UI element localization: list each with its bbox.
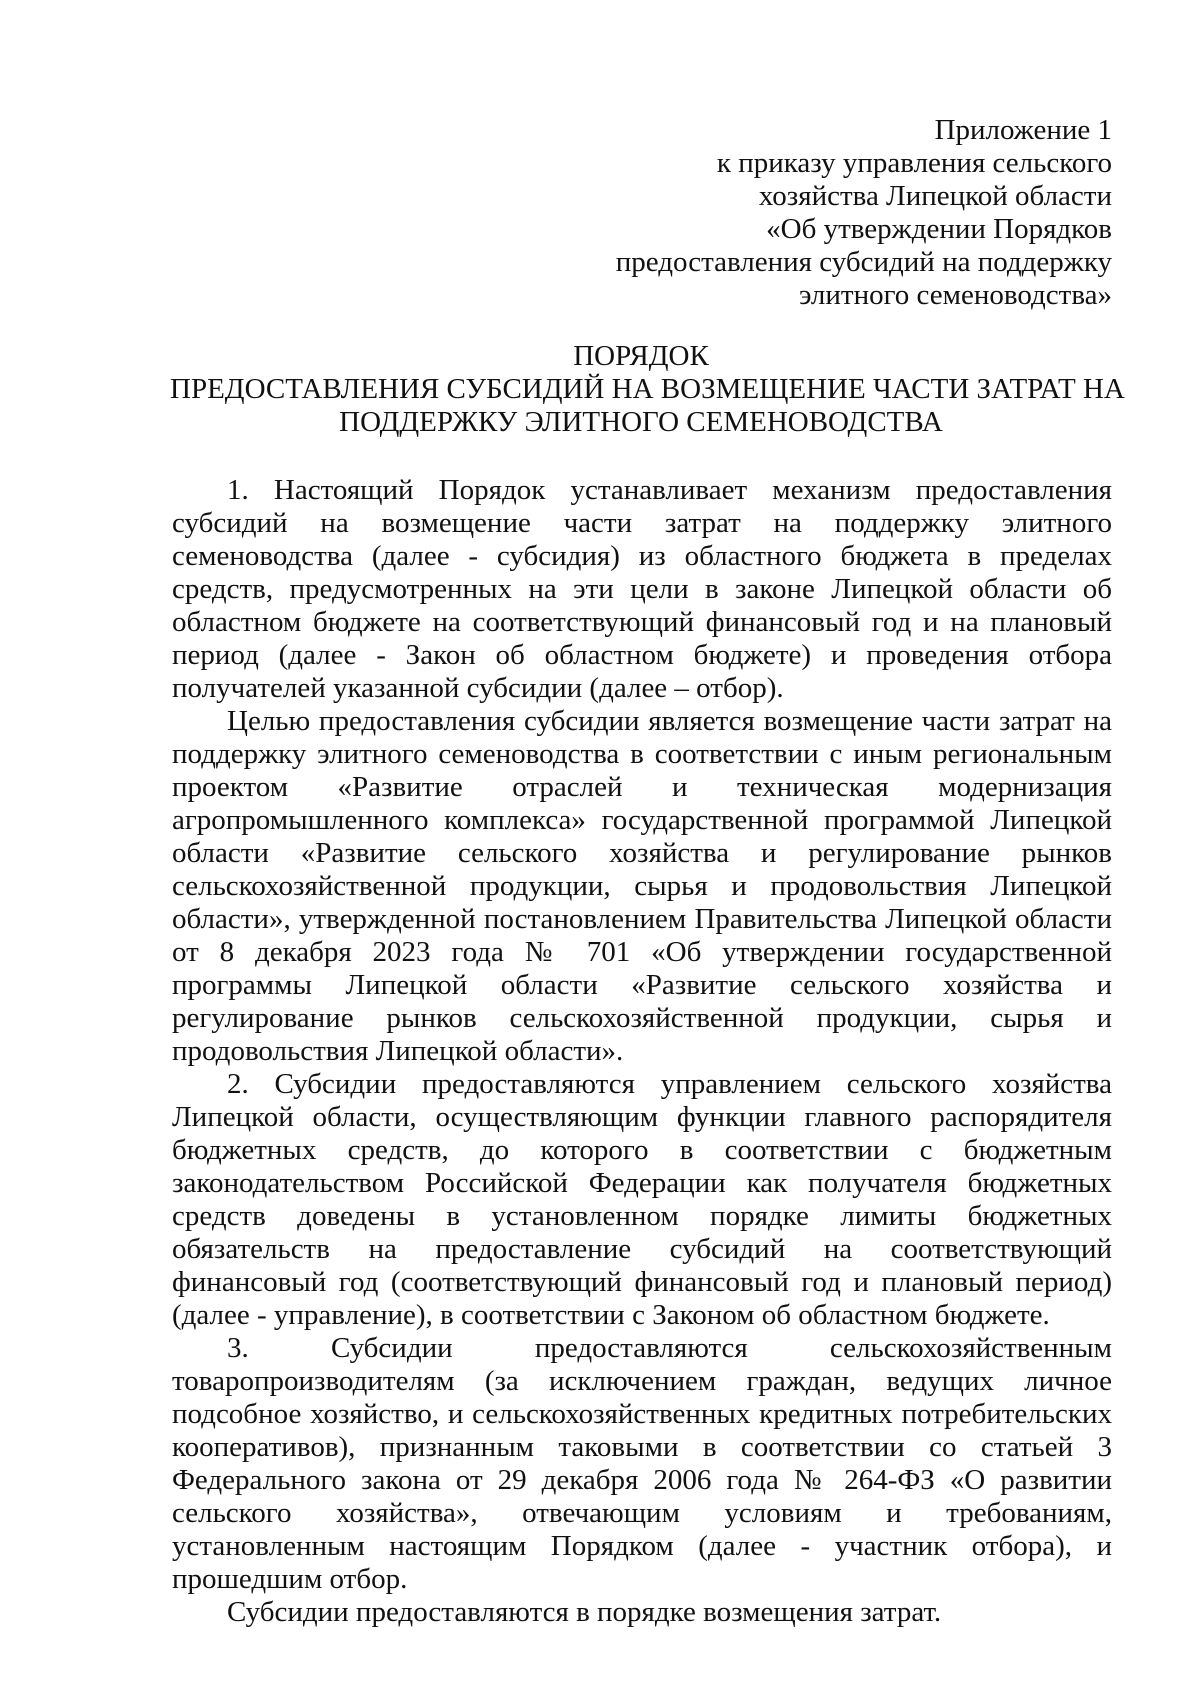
appendix-line: «Об утверждении Порядков <box>766 213 1112 245</box>
title-line: ПОРЯДОК <box>573 340 709 372</box>
appendix-line: к приказу управления сельского <box>716 147 1112 179</box>
document-title <box>170 340 1125 439</box>
document-body <box>172 474 1112 1629</box>
paragraph-5: Субсидии предоставляются в порядке возмещения затрат. <box>227 1596 942 1628</box>
appendix-line: хозяйства Липецкой области <box>758 180 1112 212</box>
paragraph-2: Целью предоставления субсидии является возмещение части затрат на поддержку элитного семеноводства в соответствии с иным региональным проектом «Развитие отраслей и техническая модернизация агропромышленного комплекса» государственной программой Липецкой области «Развитие сельского хозяйства и регулирование рынков сельскохозяйственной продукции, сырья и продовольствия Липецкой области», утвержденной постановлением Правительства Липецкой области от 8 декабря 2023 года № 701 «Об утверждении государственной программы Липецкой области «Развитие сельского хозяйства и регулирование рынков сельскохозяйственной продукции, сырья и продовольствия Липецкой области». <box>172 705 1112 1067</box>
paragraph-4: 3. Субсидии предоставляются сельскохозяйственным товаропроизводителям (за исключением граждан, ведущих личное подсобное хозяйство, и сельскохозяйственных кредитных потребительских кооперативов), признанным таковыми в соответствии со статьей 3 Федерального закона от 29 декабря 2006 года № 264-ФЗ «О развитии сельского хозяйства», отвечающим условиям и требованиям, установленным настоящим Порядком (далее - участник отбора), и прошедшим отбор. <box>172 1332 1112 1595</box>
paragraph-3: 2. Субсидии предоставляются управлением сельского хозяйства Липецкой области, осуществляющим функции главного распорядителя бюджетных средств, до которого в соответствии с бюджетным законодательством Российской Федерации как получателя бюджетных средств доведены в установленном порядке лимиты бюджетных обязательств на предоставление субсидий на соответствующий финансовый год (соответствующий финансовый год и плановый период) (далее - управление), в соответствии с Законом об областном бюджете. <box>172 1068 1112 1331</box>
paragraph-1: 1. Настоящий Порядок устанавливает механизм предоставления субсидий на возмещение части затрат на поддержку элитного семеноводства (далее - субсидия) из областного бюджета в пределах средств, предусмотренных на эти цели в законе Липецкой области об областном бюджете на соответствующий финансовый год и на плановый период (далее - Закон об областном бюджете) и проведения отбора получателей указанной субсидии (далее – отбор). <box>172 474 1112 704</box>
title-line: ПОДДЕРЖКУ ЭЛИТНОГО СЕМЕНОВОДСТВА <box>339 406 943 438</box>
appendix-line: Приложение 1 <box>934 114 1112 146</box>
title-line: ПРЕДОСТАВЛЕНИЯ СУБСИДИЙ НА ВОЗМЕЩЕНИЕ ЧАСТИ ЗАТРАТ НА <box>170 373 1125 405</box>
appendix-header <box>552 114 1112 312</box>
appendix-line: предоставления субсидий на поддержку <box>615 246 1112 278</box>
appendix-line: элитного семеноводства» <box>798 279 1112 311</box>
